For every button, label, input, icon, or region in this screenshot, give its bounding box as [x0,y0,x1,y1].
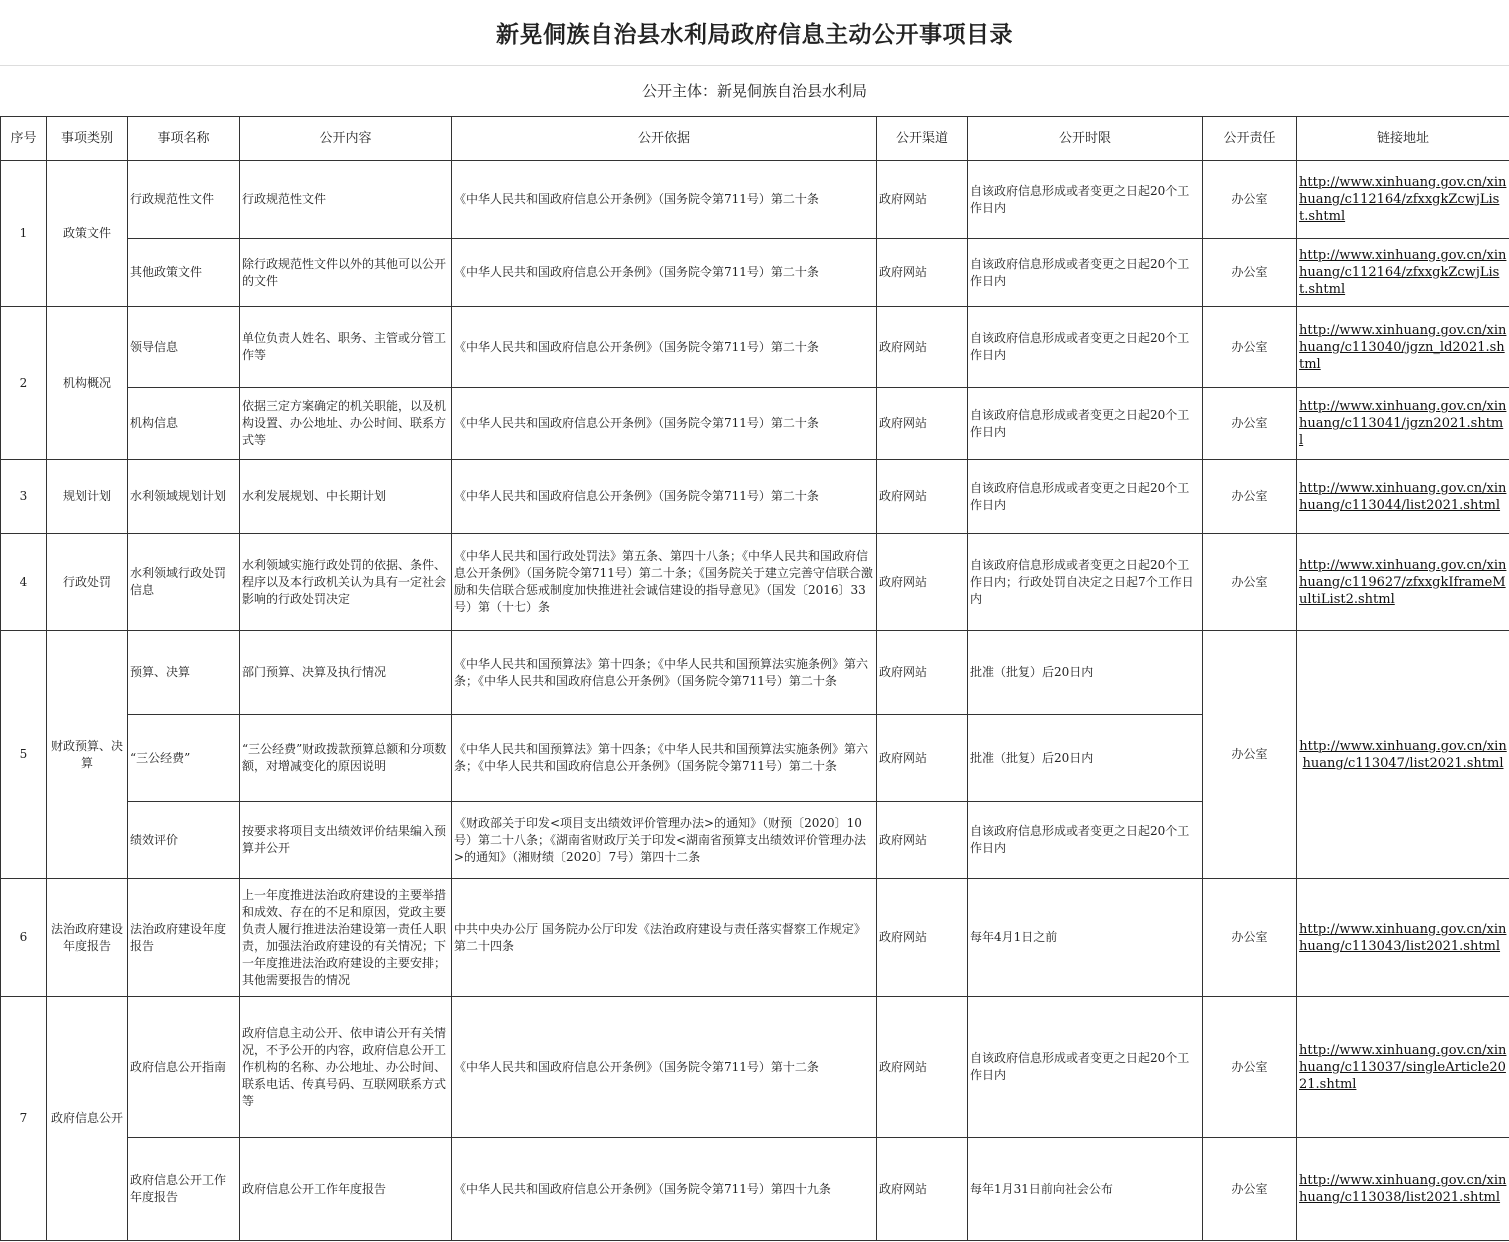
header-time-limit: 公开时限 [968,117,1203,161]
item-name: 预算、决算 [128,631,240,715]
item-time-limit: 自该政府信息形成或者变更之日起20个工作日内 [968,388,1203,460]
row-no: 3 [1,460,47,534]
subject-row [0,65,1509,116]
item-link[interactable]: http://www.xinhuang.gov.cn/xinhuang/c112164/zfxxgkZcwjList.shtml [1299,248,1507,297]
item-name: 法治政府建设年度报告 [128,879,240,997]
item-basis: 《中华人民共和国行政处罚法》第五条、第四十八条；《中华人民共和国政府信息公开条例》（国务院令第711号）第二十条；《国务院关于建立完善守信联合激励和失信联合惩戒制度加快推进社会诚信建设的指导意见》（国发〔2016〕33号）第（十七）条 [452,534,877,631]
table-row [1,631,1509,715]
item-channel: 政府网站 [877,802,968,879]
item-channel: 政府网站 [877,388,968,460]
item-link[interactable]: http://www.xinhuang.gov.cn/xinhuang/c113041/jgzn2021.shtml [1299,399,1507,448]
row-no: 1 [1,161,47,307]
item-content: 政府信息主动公开、依申请公开有关情况，不予公开的内容，政府信息公开工作机构的名称、办公地址、办公时间、联系电话、传真号码、互联网联系方式等 [240,997,452,1138]
item-time-limit: 自该政府信息形成或者变更之日起20个工作日内；行政处罚自决定之日起7个工作日内 [968,534,1203,631]
item-responsibility: 办公室 [1203,534,1297,631]
header-no: 序号 [1,117,47,161]
item-link[interactable]: http://www.xinhuang.gov.cn/xinhuang/c119627/zfxxgkIframeMultiList2.shtml [1299,557,1507,607]
row-no: 5 [1,631,47,879]
item-basis: 《财政部关于印发<项目支出绩效评价管理办法>的通知》（财预〔2020〕10号）第二十八条；《湖南省财政厅关于印发<湖南省预算支出绩效评价管理办法>的通知》（湘财绩〔2020〕7号）第四十二条 [452,802,877,879]
item-channel: 政府网站 [877,460,968,534]
item-time-limit: 批准（批复）后20日内 [968,715,1203,802]
item-content: 水利发展规划、中长期计划 [240,460,452,534]
item-link[interactable]: http://www.xinhuang.gov.cn/xinhuang/c113043/list2021.shtml [1299,921,1507,954]
item-responsibility: 办公室 [1203,161,1297,239]
row-category: 规划计划 [47,460,128,534]
item-responsibility: 办公室 [1203,631,1297,879]
header-content: 公开内容 [240,117,452,161]
item-responsibility: 办公室 [1203,460,1297,534]
item-content: 单位负责人姓名、职务、主管或分管工作等 [240,307,452,388]
item-link[interactable]: http://www.xinhuang.gov.cn/xinhuang/c113040/jgzn_ld2021.shtml [1299,322,1507,372]
table-row [1,388,1509,460]
row-category: 财政预算、决算 [47,631,128,879]
table-row [1,307,1509,388]
item-responsibility: 办公室 [1203,239,1297,307]
item-channel: 政府网站 [877,239,968,307]
header-link: 链接地址 [1297,117,1509,161]
item-time-limit: 自该政府信息形成或者变更之日起20个工作日内 [968,460,1203,534]
header-row [1,117,1509,161]
item-content: 除行政规范性文件以外的其他可以公开的文件 [240,239,452,307]
item-link-cell [1297,161,1509,239]
item-link-cell [1297,388,1509,460]
item-responsibility: 办公室 [1203,1138,1297,1241]
item-basis: 《中华人民共和国政府信息公开条例》（国务院令第711号）第二十条 [452,161,877,239]
public-subject: 公开主体：新晃侗族自治县水利局 [641,82,867,100]
item-basis: 《中华人民共和国政府信息公开条例》（国务院令第711号）第二十条 [452,239,877,307]
table-row [1,1138,1509,1241]
item-link-cell [1297,631,1509,879]
item-channel: 政府网站 [877,631,968,715]
item-link-cell [1297,460,1509,534]
item-name: 水利领域行政处罚信息 [128,534,240,631]
item-content: 水利领域实施行政处罚的依据、条件、程序以及本行政机关认为具有一定社会影响的行政处罚决定 [240,534,452,631]
item-channel: 政府网站 [877,715,968,802]
item-basis: 《中华人民共和国政府信息公开条例》（国务院令第711号）第二十条 [452,460,877,534]
item-time-limit: 自该政府信息形成或者变更之日起20个工作日内 [968,307,1203,388]
item-name: 政府信息公开工作年度报告 [128,1138,240,1241]
table-row [1,239,1509,307]
item-name: “三公经费” [128,715,240,802]
item-content: “三公经费”财政拨款预算总额和分项数额，对增减变化的原因说明 [240,715,452,802]
item-link-cell [1297,307,1509,388]
item-responsibility: 办公室 [1203,879,1297,997]
item-name: 机构信息 [128,388,240,460]
item-content: 行政规范性文件 [240,161,452,239]
item-link[interactable]: http://www.xinhuang.gov.cn/xinhuang/c113037/singleArticle2021.shtml [1299,1042,1507,1092]
header-basis: 公开依据 [452,117,877,161]
item-time-limit: 自该政府信息形成或者变更之日起20个工作日内 [968,802,1203,879]
row-no: 2 [1,307,47,460]
item-link-cell [1297,997,1509,1138]
item-link-cell [1297,239,1509,307]
item-link[interactable]: http://www.xinhuang.gov.cn/xinhuang/c113047/list2021.shtml [1299,738,1507,771]
header-category: 事项类别 [47,117,128,161]
item-basis: 《中华人民共和国政府信息公开条例》（国务院令第711号）第十二条 [452,997,877,1138]
item-name: 水利领域规划计划 [128,460,240,534]
item-basis: 《中华人民共和国政府信息公开条例》（国务院令第711号）第四十九条 [452,1138,877,1241]
item-channel: 政府网站 [877,879,968,997]
item-responsibility: 办公室 [1203,307,1297,388]
item-basis: 《中华人民共和国政府信息公开条例》（国务院令第711号）第二十条 [452,307,877,388]
item-responsibility: 办公室 [1203,997,1297,1138]
title-row [0,0,1509,66]
row-category: 政策文件 [47,161,128,307]
header-channel: 公开渠道 [877,117,968,161]
table-row [1,161,1509,239]
item-channel: 政府网站 [877,307,968,388]
header-item-name: 事项名称 [128,117,240,161]
item-time-limit: 批准（批复）后20日内 [968,631,1203,715]
table-row [1,997,1509,1138]
item-name: 其他政策文件 [128,239,240,307]
item-time-limit: 自该政府信息形成或者变更之日起20个工作日内 [968,239,1203,307]
item-link-cell [1297,879,1509,997]
table-row [1,460,1509,534]
item-content: 上一年度推进法治政府建设的主要举措和成效、存在的不足和原因，党政主要负责人履行推进法治建设第一责任人职责，加强法治政府建设的有关情况；下一年度推进法治政府建设的主要安排；其他需要报告的情况 [240,879,452,997]
item-link-cell [1297,534,1509,631]
row-no: 6 [1,879,47,997]
row-category: 法治政府建设年度报告 [47,879,128,997]
item-name: 政府信息公开指南 [128,997,240,1138]
item-channel: 政府网站 [877,534,968,631]
row-category: 行政处罚 [47,534,128,631]
item-name: 领导信息 [128,307,240,388]
catalog-table [0,116,1509,1241]
item-time-limit: 自该政府信息形成或者变更之日起20个工作日内 [968,997,1203,1138]
item-channel: 政府网站 [877,1138,968,1241]
item-basis: 《中华人民共和国政府信息公开条例》（国务院令第711号）第二十条 [452,388,877,460]
item-content: 依据三定方案确定的机关职能，以及机构设置、办公地址、办公时间、联系方式等 [240,388,452,460]
item-name: 行政规范性文件 [128,161,240,239]
item-content: 政府信息公开工作年度报告 [240,1138,452,1241]
item-time-limit: 自该政府信息形成或者变更之日起20个工作日内 [968,161,1203,239]
item-basis: 《中华人民共和国预算法》第十四条；《中华人民共和国预算法实施条例》第六条；《中华人民共和国政府信息公开条例》（国务院令第711号）第二十条 [452,631,877,715]
table-row [1,534,1509,631]
item-content: 按要求将项目支出绩效评价结果编入预算并公开 [240,802,452,879]
item-link[interactable]: http://www.xinhuang.gov.cn/xinhuang/c112164/zfxxgkZcwjList.shtml [1299,175,1507,224]
item-basis: 中共中央办公厅 国务院办公厅印发《法治政府建设与责任落实督察工作规定》第二十四条 [452,879,877,997]
item-channel: 政府网站 [877,997,968,1138]
item-link[interactable]: http://www.xinhuang.gov.cn/xinhuang/c113038/list2021.shtml [1299,1173,1507,1205]
item-content: 部门预算、决算及执行情况 [240,631,452,715]
item-name: 绩效评价 [128,802,240,879]
item-link-cell [1297,1138,1509,1241]
row-no: 4 [1,534,47,631]
page-title: 新晃侗族自治县水利局政府信息主动公开事项目录 [496,21,1013,48]
item-link[interactable]: http://www.xinhuang.gov.cn/xinhuang/c113044/list2021.shtml [1299,480,1507,513]
row-no: 7 [1,997,47,1241]
table-row [1,879,1509,997]
item-basis: 《中华人民共和国预算法》第十四条；《中华人民共和国预算法实施条例》第六条；《中华人民共和国政府信息公开条例》（国务院令第711号）第二十条 [452,715,877,802]
item-time-limit: 每年1月31日前向社会公布 [968,1138,1203,1241]
item-time-limit: 每年4月1日之前 [968,879,1203,997]
row-category: 机构概况 [47,307,128,460]
row-category: 政府信息公开 [47,997,128,1241]
item-responsibility: 办公室 [1203,388,1297,460]
item-channel: 政府网站 [877,161,968,239]
header-responsibility: 公开责任 [1203,117,1297,161]
